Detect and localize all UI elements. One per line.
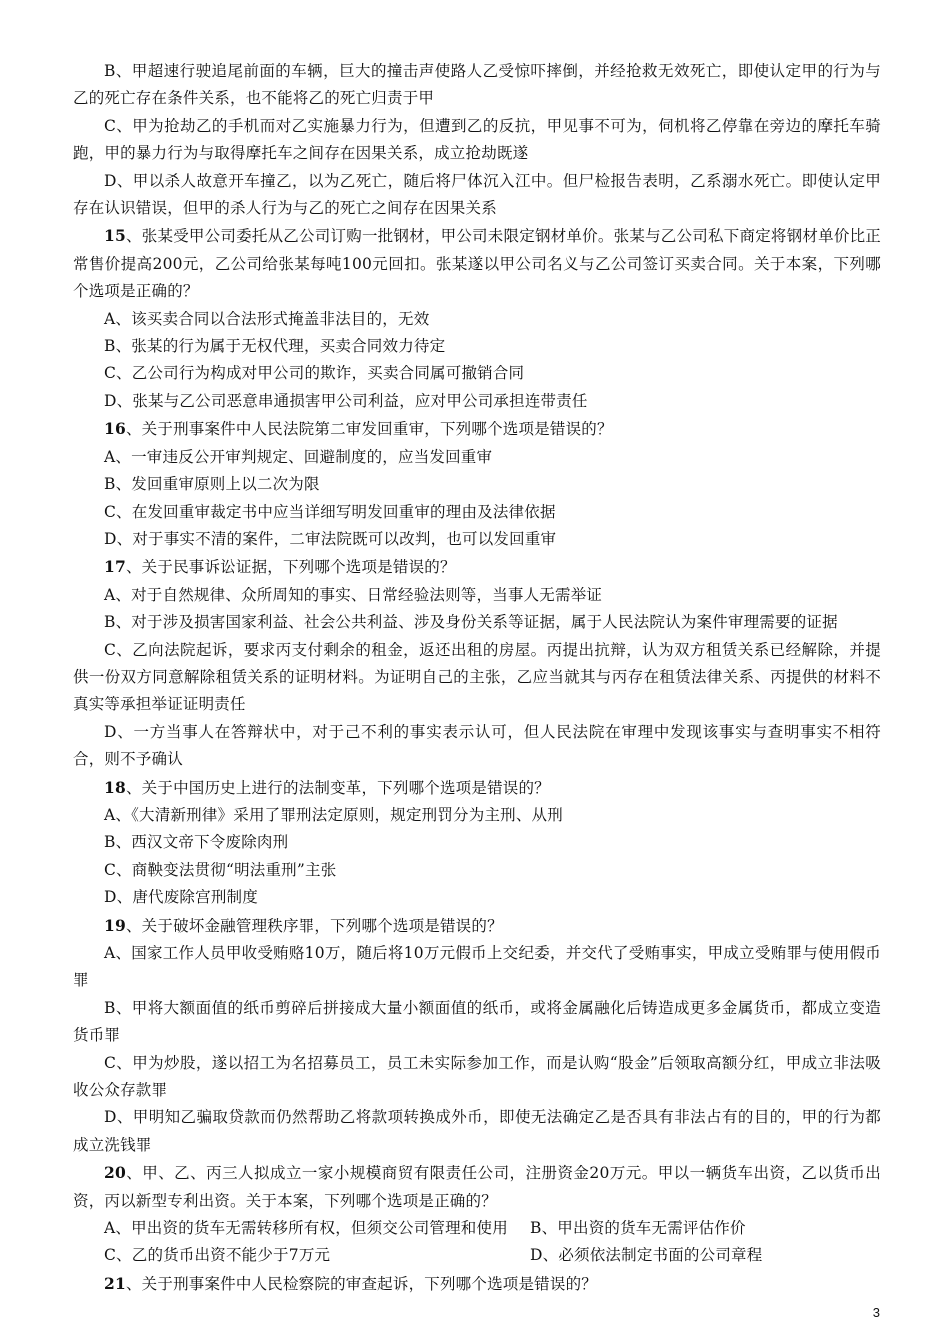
document-body [73,58,881,1298]
option-18-a: A、《大清新刑律》采用了罪刑法定原则，规定刑罚分为主刑、从刑 [104,805,563,824]
option-15-d: D、张某与乙公司恶意串通损害甲公司利益，应对甲公司承担连带责任 [104,391,588,410]
option-20-a: A、甲出资的货车无需转移所有权，但须交公司管理和使用 [104,1219,508,1238]
option-15-c: C、乙公司行为构成对甲公司的欺诈，买卖合同属可撤销合同 [104,364,525,383]
option-20-b: B、甲出资的货车无需评估作价 [530,1219,746,1238]
option-14-c: C、甲为抢劫乙的手机而对乙实施暴力行为，但遭到乙的反抗，甲见事不可为，伺机将乙停靠在旁边的摩托车骑跑，甲的暴力行为与取得摩托车之间存在因果关系，成立抢劫既遂 [73,116,881,163]
question-number: 20 [104,1163,126,1183]
question-15: 15、张某受甲公司委托从乙公司订购一批钢材，甲公司未限定钢材单价。张某与乙公司私下商定将钢材单价比正常售价提高200元，乙公司给张某每吨100元回扣。张某遂以甲公司名义与乙公司签订买卖合同。关于本案，下列哪个选项是正确的？ [73,226,881,301]
question-16: 16、关于刑事案件中人民法院第二审发回重审，下列哪个选项是错误的？ [104,419,613,439]
option-19-c: C、甲为炒股，遂以招工为名招募员工，员工未实际参加工作，而是认购“股金”后领取高额分红，甲成立非法吸收公众存款罪 [73,1053,881,1100]
question-20: 20、甲、乙、丙三人拟成立一家小规模商贸有限责任公司，注册资金20万元。甲以一辆货车出资，乙以货币出资，丙以新型专利出资。关于本案，下列哪个选项是正确的？ [73,1163,881,1210]
option-17-c: C、乙向法院起诉，要求丙支付剩余的租金，返还出租的房屋。丙提出抗辩，认为双方租赁关系已经解除，并提供一份双方同意解除租赁关系的证明材料。为证明自己的主张，乙应当就其与丙存在租赁法律关系、丙提供的材料不真实等承担举证证明责任 [73,640,881,714]
option-14-b: B、甲超速行驶追尾前面的车辆，巨大的撞击声使路人乙受惊吓摔倒，并经抢救无效死亡，即使认定甲的行为与乙的死亡存在条件关系，也不能将乙的死亡归责于甲 [73,62,881,108]
question-number: 21 [104,1273,126,1293]
question-21: 21、关于刑事案件中人民检察院的审查起诉，下列哪个选项是错误的？ [104,1273,597,1293]
option-20-d: D、必须依法制定书面的公司章程 [530,1246,763,1265]
page-number: 3 [872,1305,880,1320]
question-number: 16 [104,419,126,439]
option-18-c: C、商鞅变法贯彻“明法重刑”主张 [104,860,337,879]
option-15-a: A、该买卖合同以合法形式掩盖非法目的，无效 [104,309,430,328]
question-number: 15 [104,226,126,246]
option-16-b: B、发回重审原则上以二次为限 [104,475,320,494]
options-20-row-1 [73,1215,881,1242]
options-20-row-2 [73,1242,881,1269]
option-19-b: B、甲将大额面值的纸币剪碎后拼接成大量小额面值的纸币，或将金属融化后铸造成更多金属货币，都成立变造货币罪 [73,998,881,1045]
question-17: 17、关于民事诉讼证据，下列哪个选项是错误的？ [104,557,456,577]
option-18-b: B、西汉文帝下令废除肉刑 [104,833,289,852]
option-16-a: A、一审违反公开审判规定、回避制度的，应当发回重审 [104,447,493,466]
option-16-c: C、在发回重审裁定书中应当详细写明发回重审的理由及法律依据 [104,502,556,521]
option-15-b: B、张某的行为属于无权代理，买卖合同效力待定 [104,337,446,356]
option-19-d: D、甲明知乙骗取贷款而仍然帮助乙将款项转换成外币，即使无法确定乙是否具有非法占有的目的，甲的行为都成立洗钱罪 [73,1108,881,1154]
option-17-d: D、一方当事人在答辩状中，对于己不利的事实表示认可，但人民法院在审理中发现该事实与查明事实不相符合，则不予确认 [73,722,881,769]
option-19-a: A、国家工作人员甲收受贿赂10万，随后将10万元假币上交纪委，并交代了受贿事实，甲成立受贿罪与使用假币罪 [73,944,881,990]
option-20-c: C、乙的货币出资不能少于7万元 [104,1246,331,1265]
option-14-d: D、甲以杀人故意开车撞乙，以为乙死亡，随后将尸体沉入江中。但尸检报告表明，乙系溺水死亡。即使认定甲存在认识错误，但甲的杀人行为与乙的死亡之间存在因果关系 [73,171,881,218]
question-number: 17 [104,557,126,577]
question-number: 18 [104,777,126,797]
question-19: 19、关于破坏金融管理秩序罪，下列哪个选项是错误的？ [104,915,503,935]
option-16-d: D、对于事实不清的案件，二审法院既可以改判，也可以发回重审 [104,529,557,548]
question-number: 19 [104,915,126,935]
option-18-d: D、唐代废除宫刑制度 [104,888,258,907]
question-18: 18、关于中国历史上进行的法制变革，下列哪个选项是错误的？ [104,777,550,797]
option-17-a: A、对于自然规律、众所周知的事实、日常经验法则等，当事人无需举证 [104,585,603,604]
option-17-b: B、对于涉及损害国家利益、社会公共利益、涉及身份关系等证据，属于人民法院认为案件审理需要的证据 [104,613,838,632]
